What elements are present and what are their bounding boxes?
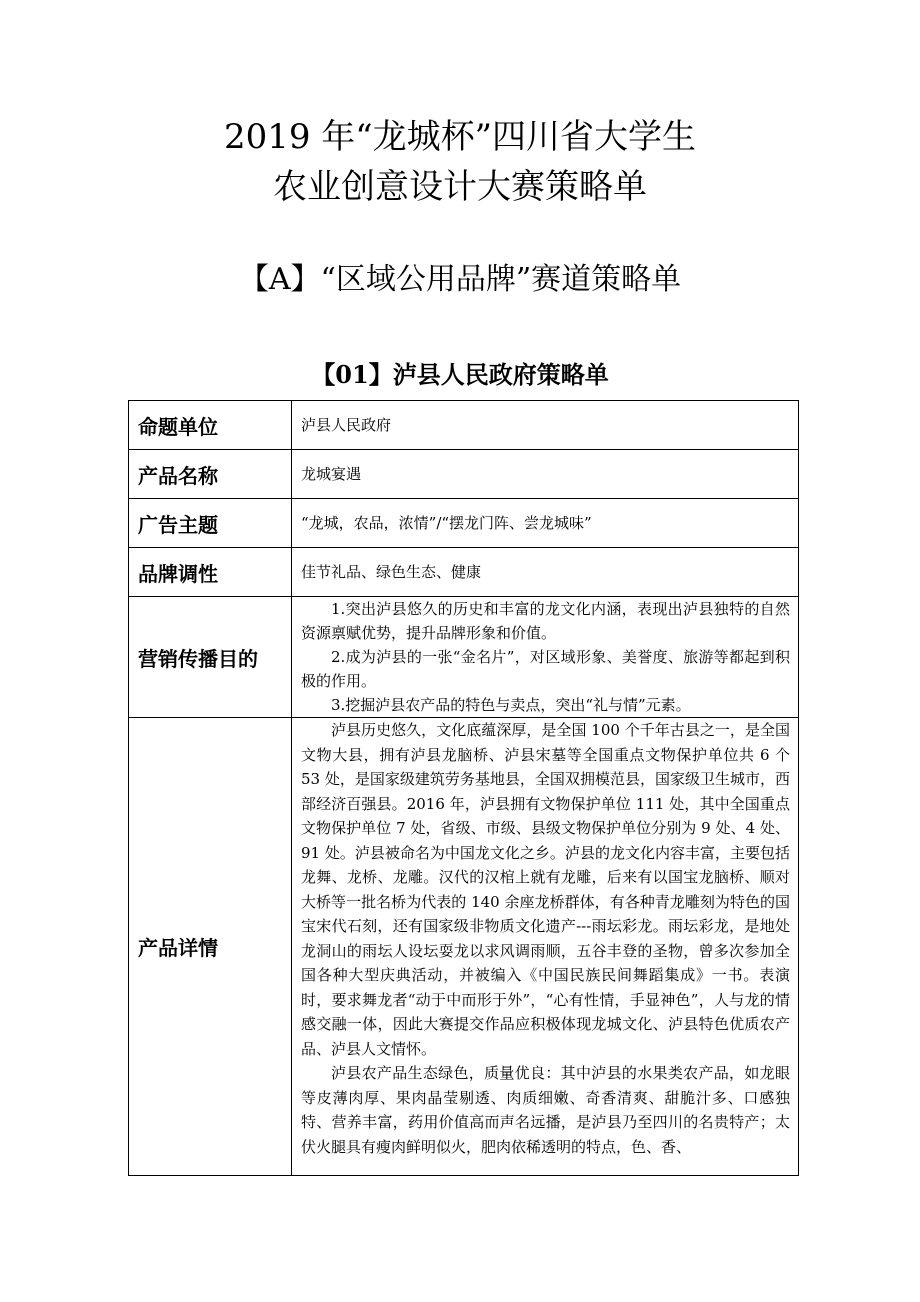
row-label: 营销传播目的 — [129, 597, 292, 718]
row-value: 泸县人民政府 — [292, 401, 799, 450]
details-container — [301, 718, 790, 1175]
table-row-marketing-purpose — [129, 597, 799, 718]
row-value: “龙城，农品，浓情”/“摆龙门阵、尝龙城味” — [292, 499, 799, 548]
table-row-product-name — [129, 450, 799, 499]
track-title: 【A】“区域公用品牌”赛道策略单 — [238, 262, 682, 297]
purpose-list — [292, 597, 799, 718]
row-label: 品牌调性 — [129, 548, 292, 597]
document-title-line2: 农业创意设计大赛策略单 — [273, 167, 647, 207]
row-value: 龙城宴遇 — [292, 450, 799, 499]
section-title: 【01】泸县人民政府策略单 — [311, 360, 609, 389]
table-row-ad-theme — [129, 499, 799, 548]
table-row-proposer — [129, 401, 799, 450]
strategy-table — [128, 400, 799, 1176]
row-value: 佳节礼品、绿色生态、健康 — [292, 548, 799, 597]
details-paragraph: 泸县农产品生态绿色，质量优良：其中泸县的水果类农产品，如龙眼等皮薄肉厚、果肉晶莹剔透、肉质细嫩、奇香清爽、甜脆汁多、口感独特、营养丰富，药用价值高而声名远播，是泸县乃至四川的名贵特产；太伏火腿具有瘦肉鲜明似火，肥肉依稀透明的特点，色、香、 — [301, 1064, 790, 1156]
row-label: 产品详情 — [129, 718, 292, 1176]
document-title-line1: 2019 年“龙城杯”四川省大学生 — [223, 117, 697, 157]
purpose-item: 1.突出泸县悠久的历史和丰富的龙文化内涵，表现出泸县独特的自然资源禀赋优势，提升品牌形象和价值。 — [301, 600, 790, 642]
purpose-item: 2.成为泸县的一张“金名片”，对区域形象、美誉度、旅游等都起到积极的作用。 — [301, 648, 790, 690]
table-row-product-details — [129, 718, 799, 1176]
row-label: 产品名称 — [129, 450, 292, 499]
details-paragraph: 泸县历史悠久，文化底蕴深厚，是全国 100 个千年古县之一，是全国文物大县，拥有泸县龙脑桥、泸县宋墓等全国重点文物保护单位共 6 个 53 处，是国家级建筑劳务基地县，全国双拥模范县，国家级卫生城市，西部经济百强县。2016 年，泸县拥有文物保护单位 111 处，其中全国重点文物保护单位 7 处，省级、市级、县级文物保护单位分别为 9 处、4 处、91 处。泸县被命名为中国龙文化之乡。泸县的龙文化内容丰富，主要包括龙舞、龙桥、龙雕。汉代的汉棺上就有龙雕，后来有以国宝龙脑桥、顺对大桥等一批名桥为代表的 140 余座龙桥群体，有各种青龙雕刻为特色的国宝宋代石刻，还有国家级非物质文化遗产---雨坛彩龙。雨坛彩龙，是地处龙洞山的雨坛人设坛耍龙以求风调雨顺，五谷丰登的圣物，曾多次参加全国各种大型庆典活动，并被编入《中国民族民间舞蹈集成》一书。表演时，要求舞龙者“动于中而形于外”，“心有性情，手显神色”，人与龙的情感交融一体，因此大赛提交作品应积极体现龙城文化、泸县特色优质农产品、泸县人文情怀。 — [301, 721, 790, 1058]
purpose-item: 3.挖掘泸县农产品的特色与卖点，突出“礼与情”元素。 — [331, 696, 691, 714]
row-label: 命题单位 — [129, 401, 292, 450]
row-label: 广告主题 — [129, 499, 292, 548]
details-text — [292, 718, 799, 1176]
table-row-brand-tone — [129, 548, 799, 597]
